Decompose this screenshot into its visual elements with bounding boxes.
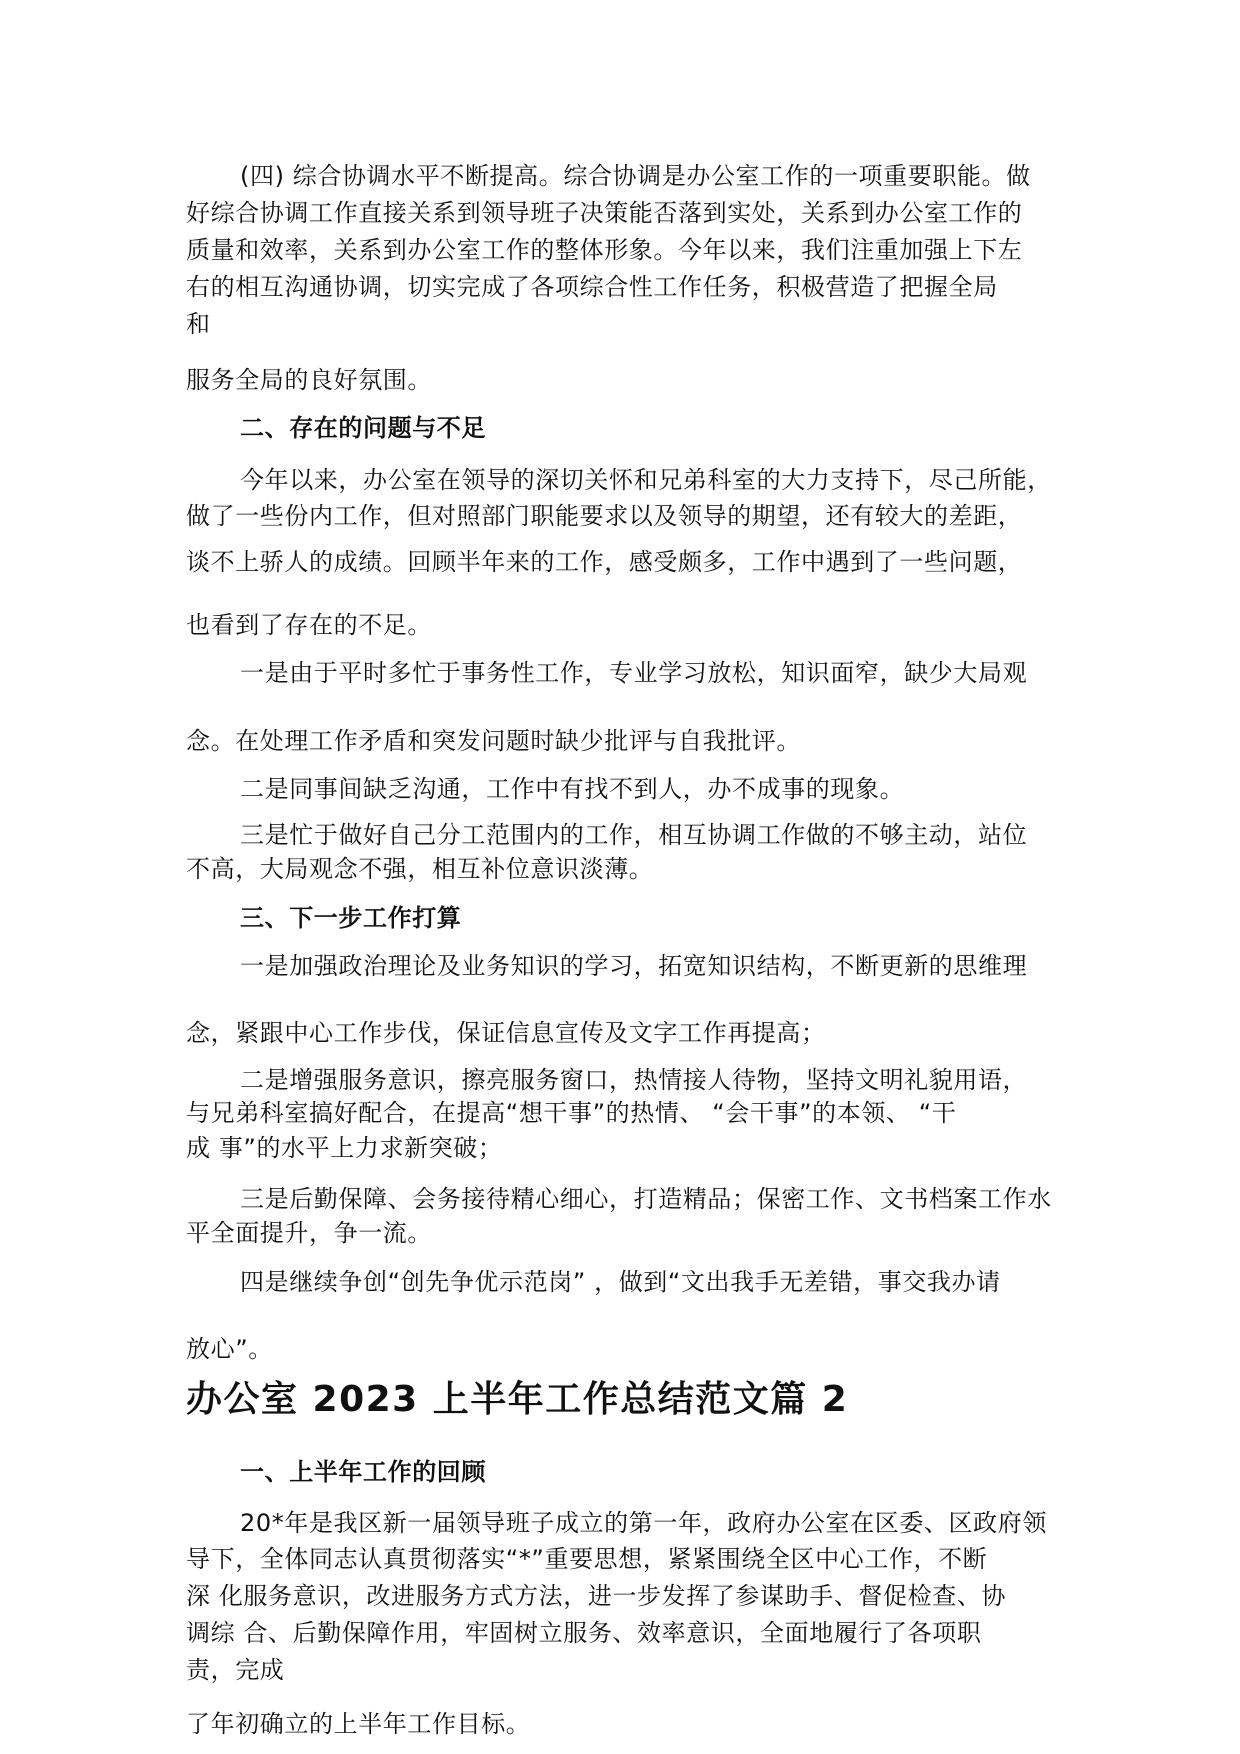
document-title-part2: 办公室 2023 上半年工作总结范文篇 2 xyxy=(186,1379,849,1420)
paragraph-line: 成 事”的水平上力求新突破； xyxy=(186,1134,503,1162)
paragraph-line: 一是加强政治理论及业务知识的学习，拓宽知识结构，不断更新的思维理 xyxy=(240,952,1028,980)
paragraph-line: 三是忙于做好自己分工范围内的工作，相互协调工作做的不够主动，站位 xyxy=(240,821,1028,849)
paragraph-line: 二是增强服务意识，擦亮服务窗口，热情接人待物，坚持文明礼貌用语， xyxy=(240,1066,1028,1094)
paragraph-line: 和 xyxy=(186,310,211,338)
paragraph-line: 二是同事间缺乏沟通，工作中有找不到人，办不成事的现象。 xyxy=(240,775,905,803)
paragraph-line: 责，完成 xyxy=(186,1656,285,1684)
paragraph-line: 今年以来，办公室在领导的深切关怀和兄弟科室的大力支持下，尽己所能， xyxy=(240,466,1052,494)
paragraph-line: 念。在处理工作矛盾和突发问题时缺少批评与自我批评。 xyxy=(186,727,801,755)
paragraph-line: 也看到了存在的不足。 xyxy=(186,611,432,639)
paragraph-line: 平全面提升，争一流。 xyxy=(186,1219,432,1247)
paragraph-line: 右的相互沟通协调，切实完成了各项综合性工作任务，积极营造了把握全局 xyxy=(186,273,998,301)
paragraph-line: 质量和效率，关系到办公室工作的整体形象。今年以来，我们注重加强上下左 xyxy=(186,236,1023,264)
section-heading-plan: 三、下一步工作打算 xyxy=(240,904,462,932)
paragraph-line: 导下，全体同志认真贯彻落实“*”重要思想，紧紧围绕全区中心工作，不断 xyxy=(186,1545,988,1573)
paragraph-line: 三是后勤保障、会务接待精心细心，打造精品；保密工作、文书档案工作水 xyxy=(240,1185,1052,1213)
paragraph-line: 调综 合、后勤保障作用，牢固树立服务、效率意识，全面地履行了各项职 xyxy=(186,1619,982,1647)
paragraph-line: 深 化服务意识，改进服务方式方法，进一步发挥了参谋助手、督促检查、协 xyxy=(186,1582,1007,1610)
paragraph-line: 服务全局的良好氛围。 xyxy=(186,366,432,394)
paragraph-line: 不高，大局观念不强，相互补位意识淡薄。 xyxy=(186,855,654,883)
paragraph-line: 一是由于平时多忙于事务性工作，专业学习放松，知识面窄，缺少大局观 xyxy=(240,659,1028,687)
paragraph-line: 做了一些份内工作，但对照部门职能要求以及领导的期望，还有较大的差距， xyxy=(186,502,1023,530)
section-heading-review: 一、上半年工作的回顾 xyxy=(240,1458,486,1486)
paragraph-line: 四是继续争创“创先争优示范岗” ，做到“文出我手无差错，事交我办请 xyxy=(240,1268,1001,1296)
paragraph-line: 放心”。 xyxy=(186,1335,273,1363)
paragraph-line: 20*年是我区新一届领导班子成立的第一年，政府办公室在区委、区政府领 xyxy=(240,1509,1047,1537)
paragraph-line: 念，紧跟中心工作步伐，保证信息宣传及文字工作再提高； xyxy=(186,1019,826,1047)
paragraph-line: 好综合协调工作直接关系到领导班子决策能否落到实处，关系到办公室工作的 xyxy=(186,199,1023,227)
paragraph-line: 与兄弟科室搞好配合，在提高“想干事”的热情、 “会干事”的本领、 “干 xyxy=(186,1099,957,1127)
paragraph-line: (四) 综合协调水平不断提高。综合协调是办公室工作的一项重要职能。做 xyxy=(240,162,1031,190)
section-heading-problems: 二、存在的问题与不足 xyxy=(240,414,486,442)
paragraph-line: 了年初确立的上半年工作目标。 xyxy=(186,1710,531,1738)
paragraph-line: 谈不上骄人的成绩。回顾半年来的工作，感受颇多，工作中遇到了一些问题， xyxy=(186,548,1023,576)
